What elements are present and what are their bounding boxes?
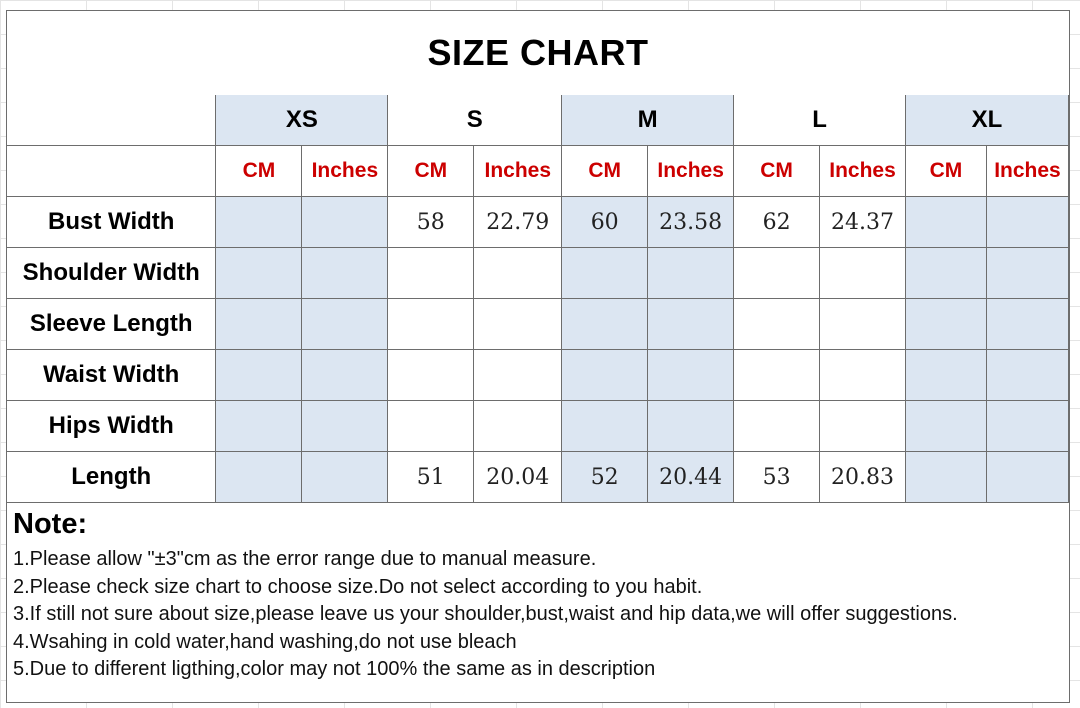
- value-cell: [562, 401, 648, 452]
- unit-corner-cell: [7, 146, 216, 197]
- value-cell: 20.44: [648, 452, 734, 503]
- value-cell: [474, 350, 562, 401]
- value-cell: 20.83: [820, 452, 906, 503]
- value-cell: [474, 299, 562, 350]
- unit-cm-header: CM: [216, 146, 302, 197]
- value-cell: 62: [734, 197, 820, 248]
- size-chart-sheet: [6, 10, 1070, 703]
- value-cell: [986, 299, 1068, 350]
- value-cell: [648, 248, 734, 299]
- value-cell: [562, 299, 648, 350]
- value-cell: [302, 452, 388, 503]
- value-cell: 51: [388, 452, 474, 503]
- measurement-rows: [7, 197, 1069, 503]
- size-table: [7, 95, 1069, 503]
- unit-cm-header: CM: [734, 146, 820, 197]
- unit-inches-header: Inches: [648, 146, 734, 197]
- value-cell: [986, 452, 1068, 503]
- size-header-row: [7, 95, 1069, 146]
- value-cell: 58: [388, 197, 474, 248]
- table-row: [7, 452, 1069, 503]
- row-label: Sleeve Length: [7, 299, 216, 350]
- value-cell: 20.04: [474, 452, 562, 503]
- unit-cm-header: CM: [906, 146, 987, 197]
- value-cell: [648, 401, 734, 452]
- value-cell: [216, 350, 302, 401]
- note-heading: Note:: [13, 508, 88, 540]
- unit-inches-header: Inches: [986, 146, 1068, 197]
- unit-header-row: [7, 146, 1069, 197]
- value-cell: [906, 248, 987, 299]
- value-cell: [388, 248, 474, 299]
- table-row: [7, 248, 1069, 299]
- value-cell: [820, 248, 906, 299]
- value-cell: [388, 350, 474, 401]
- value-cell: [986, 248, 1068, 299]
- size-xs-header: XS: [216, 95, 388, 146]
- value-cell: [906, 452, 987, 503]
- value-cell: [648, 350, 734, 401]
- note-line: 2.Please check size chart to choose size.Do not select according to you habit.: [13, 575, 703, 598]
- size-s-header: S: [388, 95, 562, 146]
- table-row: [7, 197, 1069, 248]
- table-row: [7, 401, 1069, 452]
- corner-cell: [7, 95, 216, 146]
- value-cell: [302, 401, 388, 452]
- value-cell: [820, 299, 906, 350]
- value-cell: [986, 401, 1068, 452]
- value-cell: 53: [734, 452, 820, 503]
- unit-inches-header: Inches: [302, 146, 388, 197]
- value-cell: 22.79: [474, 197, 562, 248]
- value-cell: [216, 452, 302, 503]
- value-cell: [734, 401, 820, 452]
- value-cell: 23.58: [648, 197, 734, 248]
- value-cell: [216, 299, 302, 350]
- title-row: [7, 11, 1069, 96]
- value-cell: [302, 248, 388, 299]
- notes-section: [7, 504, 1069, 684]
- note-line: 3.If still not sure about size,please leave us your shoulder,bust,waist and hip data,we will offer suggestions.: [13, 603, 958, 625]
- value-cell: 24.37: [820, 197, 906, 248]
- value-cell: [906, 197, 987, 248]
- unit-cm-header: CM: [388, 146, 474, 197]
- table-row: [7, 299, 1069, 350]
- chart-title: SIZE CHART: [427, 32, 649, 73]
- size-l-header: L: [734, 95, 906, 146]
- row-label: Waist Width: [7, 350, 216, 401]
- value-cell: 52: [562, 452, 648, 503]
- value-cell: [986, 350, 1068, 401]
- row-label: Shoulder Width: [7, 248, 216, 299]
- value-cell: [474, 401, 562, 452]
- note-line: 1.Please allow "±3"cm as the error range due to manual measure.: [13, 548, 597, 570]
- value-cell: [474, 248, 562, 299]
- value-cell: [388, 401, 474, 452]
- value-cell: [216, 248, 302, 299]
- unit-inches-header: Inches: [474, 146, 562, 197]
- value-cell: [388, 299, 474, 350]
- unit-cm-header: CM: [562, 146, 648, 197]
- value-cell: [302, 299, 388, 350]
- value-cell: [734, 299, 820, 350]
- value-cell: [734, 350, 820, 401]
- value-cell: [906, 299, 987, 350]
- value-cell: [820, 401, 906, 452]
- row-label: Length: [7, 452, 216, 503]
- row-label: Bust Width: [7, 197, 216, 248]
- unit-inches-header: Inches: [820, 146, 906, 197]
- table-row: [7, 350, 1069, 401]
- value-cell: [216, 401, 302, 452]
- row-label: Hips Width: [7, 401, 216, 452]
- note-line: 4.Wsahing in cold water,hand washing,do not use bleach: [13, 630, 517, 653]
- note-line: 5.Due to different ligthing,color may not 100% the same as in description: [13, 658, 656, 680]
- value-cell: [562, 350, 648, 401]
- value-cell: [906, 401, 987, 452]
- value-cell: [216, 197, 302, 248]
- value-cell: [648, 299, 734, 350]
- value-cell: [986, 197, 1068, 248]
- value-cell: [820, 350, 906, 401]
- value-cell: [302, 350, 388, 401]
- value-cell: [734, 248, 820, 299]
- size-xl-header: XL: [906, 95, 1069, 146]
- value-cell: [562, 248, 648, 299]
- value-cell: [302, 197, 388, 248]
- value-cell: [906, 350, 987, 401]
- value-cell: 60: [562, 197, 648, 248]
- size-m-header: M: [562, 95, 734, 146]
